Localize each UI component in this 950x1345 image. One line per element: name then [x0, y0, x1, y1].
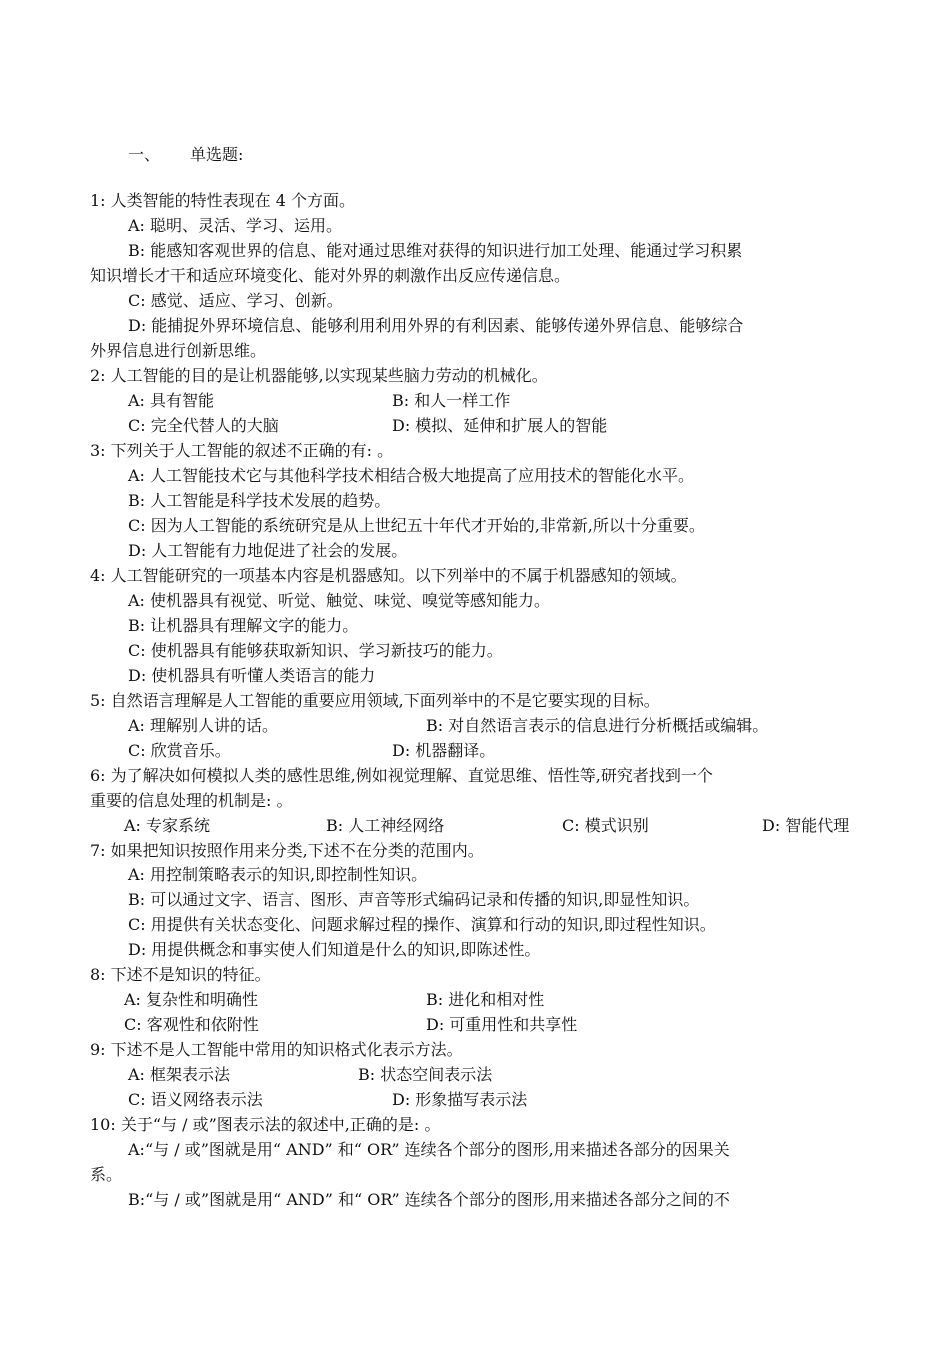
- question-2-stem: 2: 人工智能的目的是让机器能够,以实现某些脑力劳动的机械化。: [90, 366, 548, 385]
- question-1-option-c: C: 感觉、适应、学习、创新。: [128, 291, 343, 310]
- question-7-stem: 7: 如果把知识按照作用来分类,下述不在分类的范围内。: [90, 841, 484, 860]
- question-10-option-b: B:“与 / 或”图就是用“ AND” 和“ OR” 连续各个部分的图形,用来描述各部分之间的不: [128, 1190, 730, 1209]
- question-3-stem: 3: 下列关于人工智能的叙述不正确的有: 。: [90, 441, 394, 460]
- question-7-option-b: B: 可以通过文字、语言、图形、声音等形式编码记录和传播的知识,即显性知识。: [128, 890, 700, 909]
- question-6-option-c: C: 模式识别: [562, 816, 649, 835]
- question-1-option-b: B: 能感知客观世界的信息、能对通过思维对获得的知识进行加工处理、能通过学习积累: [128, 241, 743, 260]
- question-4-option-a: A: 使机器具有视觉、听觉、触觉、味觉、嗅觉等感知能力。: [128, 591, 551, 610]
- question-6-option-d: D: 智能代理: [762, 816, 850, 835]
- question-1-stem: 1: 人类智能的特性表现在 4 个方面。: [90, 191, 356, 210]
- question-4-option-c: C: 使机器具有能够获取新知识、学习新技巧的能力。: [128, 641, 503, 660]
- question-9-option-a: A: 框架表示法: [128, 1065, 231, 1084]
- question-1-option-d: D: 能捕捉外界环境信息、能够利用利用外界的有利因素、能够传递外界信息、能够综合: [128, 316, 744, 335]
- section-title: 单选题:: [190, 145, 244, 164]
- question-4-option-b: B: 让机器具有理解文字的能力。: [128, 616, 359, 635]
- question-7-option-d: D: 用提供概念和事实使人们知道是什么的知识,即陈述性。: [128, 940, 541, 959]
- question-6-stem: 6: 为了解决如何模拟人类的感性思维,例如视觉理解、直觉思维、悟性等,研究者找到一个: [90, 766, 713, 785]
- question-3-option-a: A: 人工智能技术它与其他科学技术相结合极大地提高了应用技术的智能化水平。: [128, 466, 695, 485]
- question-7-option-a: A: 用控制策略表示的知识,即控制性知识。: [128, 865, 428, 884]
- question-1-option-a: A: 聪明、灵活、学习、运用。: [128, 216, 343, 235]
- question-4-option-d: D: 使机器具有听懂人类语言的能力: [128, 666, 376, 685]
- question-8-stem: 8: 下述不是知识的特征。: [90, 965, 271, 984]
- question-5-option-b: B: 对自然语言表示的信息进行分析概括或编辑。: [426, 716, 769, 735]
- question-2-option-b: B: 和人一样工作: [392, 391, 511, 410]
- question-10-stem: 10: 关于“与 / 或”图表示法的叙述中,正确的是: 。: [90, 1115, 441, 1134]
- question-9-option-c: C: 语义网络表示法: [128, 1090, 263, 1109]
- question-5-stem: 5: 自然语言理解是人工智能的重要应用领域,下面列举中的不是它要实现的目标。: [90, 691, 660, 710]
- question-5-option-c: C: 欣赏音乐。: [128, 741, 231, 760]
- question-1-option-b-cont: 知识增长才干和适应环境变化、能对外界的刺激作出反应传递信息。: [90, 266, 571, 285]
- question-9-stem: 9: 下述不是人工智能中常用的知识格式化表示方法。: [90, 1040, 463, 1059]
- question-3-option-d: D: 人工智能有力地促进了社会的发展。: [128, 541, 408, 560]
- question-10-option-a-cont: 系。: [90, 1165, 123, 1184]
- question-3-option-b: B: 人工智能是科学技术发展的趋势。: [128, 491, 391, 510]
- question-8-option-c: C: 客观性和依附性: [124, 1015, 259, 1034]
- question-5-option-a: A: 理解别人讲的话。: [128, 716, 279, 735]
- question-9-option-b: B: 状态空间表示法: [358, 1065, 493, 1084]
- question-2-option-a: A: 具有智能: [128, 391, 215, 410]
- question-10-option-a: A:“与 / 或”图就是用“ AND” 和“ OR” 连续各个部分的图形,用来描述各部分的因果关: [128, 1140, 730, 1159]
- question-1-option-d-cont: 外界信息进行创新思维。: [90, 341, 267, 360]
- question-8-option-d: D: 可重用性和共享性: [426, 1015, 578, 1034]
- question-6-option-b: B: 人工神经网络: [326, 816, 445, 835]
- question-6-option-a: A: 专家系统: [124, 816, 211, 835]
- section-number: 一、: [128, 145, 161, 164]
- question-2-option-c: C: 完全代替人的大脑: [128, 416, 279, 435]
- question-7-option-c: C: 用提供有关状态变化、问题求解过程的操作、演算和行动的知识,即过程性知识。: [128, 915, 716, 934]
- question-3-option-c: C: 因为人工智能的系统研究是从上世纪五十年代才开始的,非常新,所以十分重要。: [128, 516, 705, 535]
- question-8-option-a: A: 复杂性和明确性: [124, 990, 259, 1009]
- question-6-stem-cont: 重要的信息处理的机制是: 。: [90, 791, 293, 810]
- question-9-option-d: D: 形象描写表示法: [392, 1090, 528, 1109]
- question-4-stem: 4: 人工智能研究的一项基本内容是机器感知。以下列举中的不属于机器感知的领域。: [90, 566, 687, 585]
- question-5-option-d: D: 机器翻译。: [392, 741, 496, 760]
- question-8-option-b: B: 进化和相对性: [426, 990, 545, 1009]
- question-2-option-d: D: 模拟、延伸和扩展人的智能: [392, 416, 608, 435]
